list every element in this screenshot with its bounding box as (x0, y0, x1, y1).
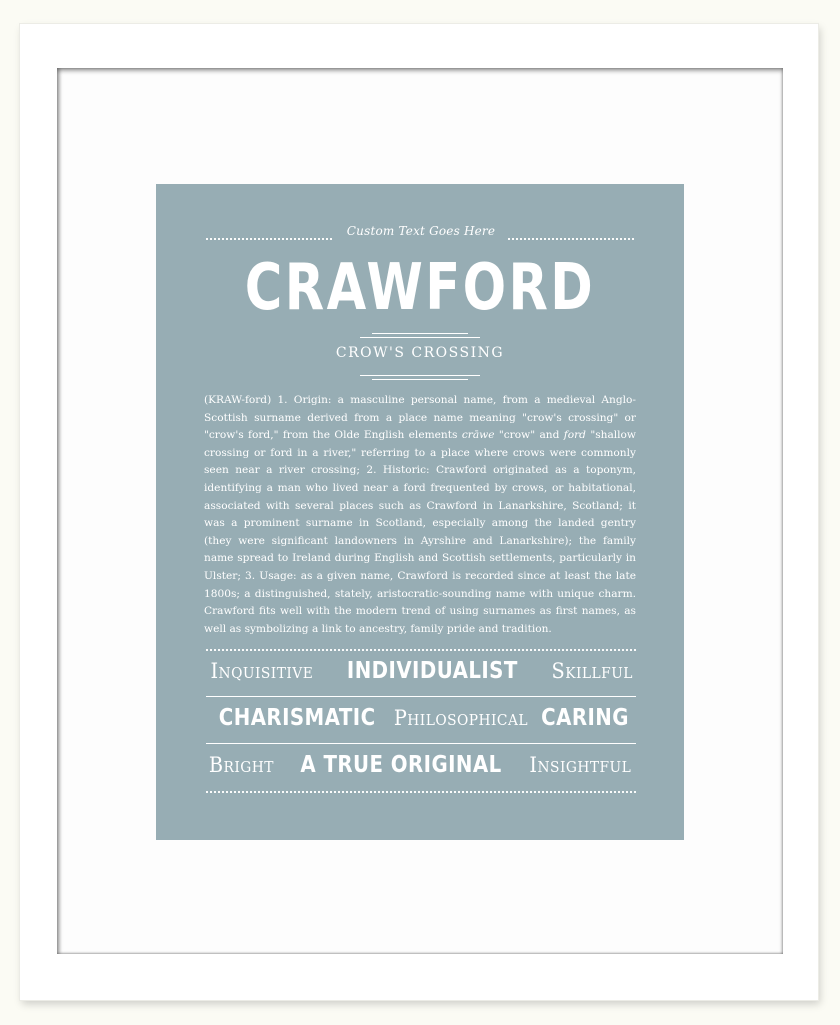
rule-upper (372, 333, 468, 334)
name-title: CRAWFORD (244, 251, 596, 325)
name-meaning: CROW'S CROSSING (335, 345, 505, 361)
trait-row-3 (206, 752, 636, 786)
dotted-divider-traits-top (206, 649, 636, 651)
trait-word: Insightful (529, 753, 632, 777)
dotted-divider-right (508, 238, 634, 240)
trait-word: A TRUE ORIGINAL (300, 752, 502, 778)
trait-row-divider (206, 743, 636, 744)
name-definition (204, 392, 636, 638)
rule-lower-2 (372, 379, 468, 380)
dotted-divider-left (206, 238, 332, 240)
trait-word: CARING (541, 705, 630, 731)
name-print (156, 184, 684, 840)
trait-word: Bright (208, 753, 274, 777)
trait-row-divider (206, 696, 636, 697)
rule-lower (360, 375, 480, 376)
definition-text-2: "crow" and (494, 429, 564, 442)
trait-word: Philosophical (394, 706, 529, 730)
rule-upper-2 (360, 337, 480, 338)
dotted-divider-traits-bottom (206, 791, 636, 793)
trait-word: Skillful (551, 659, 633, 683)
trait-word: Inquisitive (210, 659, 314, 683)
definition-text-3: "shallow crossing or ford in a river," referring to a place where crows were commonly seen near a river crossing; 2. Historic: Crawford originated as a toponym, identifying a man who lived near a ford frequented by crows, or habitational, associated with several places such as Crawford in Lanarkshire, Scotland; it was a prominent surname in Scotland, especially among the landed gentry (they were significant landowners in Ayrshire and Lanarkshire); the family name spread to Ireland during English and Scottish settlements, particularly in Ulster; 3. Usage: as a given name, Crawford is recorded since at least the late 1800s; a distinguished, stately, aristocratic-sounding name with unique charm. Crawford fits well with the modern trend of using surnames as first names, as well as symbolizing a link to ancestry, family pride and tradition. (204, 429, 637, 635)
trait-row-2 (206, 705, 636, 739)
custom-text: Custom Text Goes Here (346, 224, 496, 238)
definition-term-ford: ford (563, 429, 586, 442)
definition-term-crawe: crāwe (461, 429, 495, 442)
trait-word: INDIVIDUALIST (347, 658, 519, 684)
trait-row-1 (206, 658, 636, 692)
definition-text-1: (KRAW-ford) 1. Origin: a masculine personal name, from a medieval Anglo-Scottish surname derived from a place name meaning "crow's crossing" or "crow's ford," from the Olde English elements (204, 394, 636, 442)
trait-word: CHARISMATIC (218, 705, 376, 731)
